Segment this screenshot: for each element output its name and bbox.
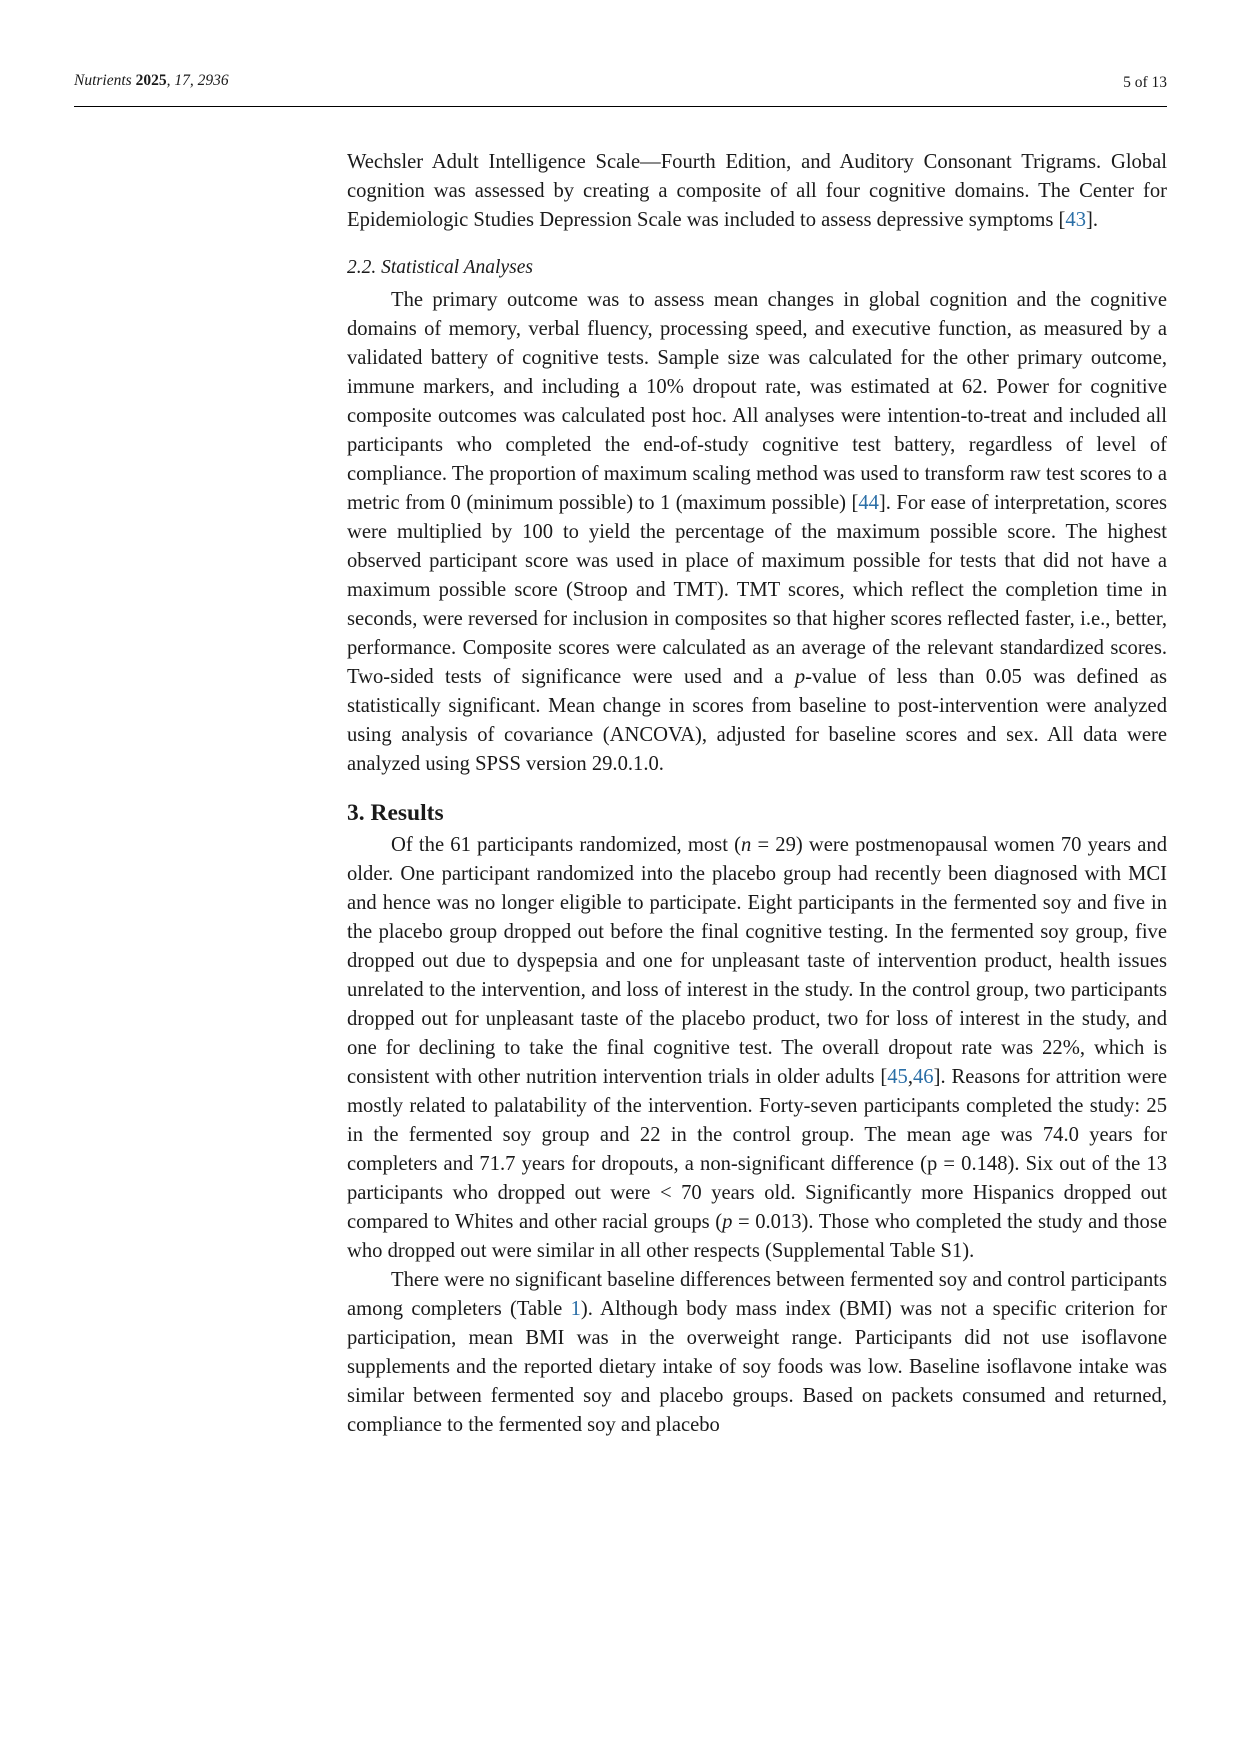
section-heading-2-2: 2.2. Statistical Analyses [347, 257, 533, 278]
stats-text-a: The primary outcome was to assess mean changes in global cognition and the cognitive domains of memory, verbal fluency, processing speed, and executive function, as measured by a validated battery of cognitive tests. Sample size was calculated for the other primary outcome, immune markers, and including a 10% dropout rate, was estimated at 62. Power for cognitive composite outcomes was calculated post hoc. All analyses were intention-to-treat and included all participants who completed the end-of-study cognitive test battery, regardless of level of compliance. The proportion of maximum scaling method was used to transform raw test scores to a metric from 0 (minimum possible) to 1 (maximum possible) [ [347, 289, 1167, 514]
article-body [347, 148, 1167, 1440]
table-1-link[interactable]: 1 [570, 1298, 581, 1320]
p-symbol: p [722, 1211, 733, 1233]
n-symbol: n [740, 834, 752, 856]
intro-end: ]. [1085, 209, 1098, 231]
results-text-f: ). Although body mass index (BMI) was not a specific criterion for participation, mean BMI was in the overweight range. Participants did not use isoflavone supplements and the reported dietary intake of soy foods was low. Baseline isoflavone intake was similar between fermented soy and placebo groups. Based on packets consumed and returned, compliance to the fermented soy and placebo [347, 1298, 1167, 1436]
reference-link-43[interactable]: 43 [1065, 209, 1086, 231]
section-heading-results: 3. Results [347, 800, 444, 826]
reference-link-44[interactable]: 44 [858, 492, 879, 514]
reference-link-45[interactable]: 45 [887, 1066, 908, 1088]
stats-text-c: -value of less than 0.05 was defined as statistically significant. Mean change in scores from baseline to post-intervention were analyzed using analysis of covariance (ANCOVA), adjusted for baseline scores and sex. All data were analyzed using SPSS version 29.0.1.0. [347, 666, 1167, 775]
journal-year: 2025 [135, 72, 167, 89]
intro-paragraph [347, 148, 1167, 235]
journal-name: Nutrients [74, 72, 132, 89]
results-text-e: There were no significant baseline differences between fermented soy and control participants among completers (Table [347, 1269, 1167, 1320]
results-paragraph-1 [347, 831, 1167, 1266]
journal-volume: , 17, 2936 [166, 72, 229, 89]
stats-text-b: ]. For ease of interpretation, scores were multiplied by 100 to yield the percentage of the maximum possible score. The highest observed participant score was used in place of maximum possible for tests that did not have a maximum possible score (Stroop and TMT). TMT scores, which reflect the completion time in seconds, were reversed for inclusion in composites so that higher scores reflected faster, i.e., better, performance. Composite scores were calculated as an average of the relevant standardized scores. Two-sided tests of significance were used and a [347, 492, 1167, 688]
running-header [74, 70, 1167, 107]
p-symbol: p [794, 666, 806, 688]
statistical-analyses-paragraph [347, 286, 1167, 779]
page-indicator: 5 of 13 [1123, 74, 1167, 91]
results-text-b: = 29) were postmenopausal women 70 years and older. One participant randomized into the placebo group had recently been diagnosed with MCI and hence was no longer eligible to participate. Eight participants in the fermented soy and five in the placebo group dropped out before the final cognitive testing. In the fermented soy group, five dropped out due to dyspepsia and one for unpleasant taste of intervention product, health issues unrelated to the intervention, and loss of interest in the study. In the control group, two participants dropped out for unpleasant taste of the placebo product, two for loss of interest in the study, and one for declining to take the final cognitive test. The overall dropout rate was 22%, which is consistent with other nutrition intervention trials in older adults [ [347, 834, 1167, 1088]
results-text-c: ]. Reasons for attrition were mostly related to palatability of the intervention. Forty-seven participants completed the study: 25 in the fermented soy group and 22 in the control group. The mean age was 74.0 years for completers and 71.7 years for dropouts, a non-significant difference (p = 0.148). Six out of the 13 participants who dropped out were < 70 years old. Significantly more Hispanics dropped out compared to Whites and other racial groups ( [347, 1066, 1167, 1233]
reference-link-46[interactable]: 46 [913, 1066, 934, 1088]
results-paragraph-2 [347, 1266, 1167, 1440]
results-text-d: = 0.013). Those who completed the study and those who dropped out were similar in all other respects (Supplemental Table S1). [347, 1211, 1167, 1262]
results-text-a: Of the 61 participants randomized, most ( [391, 834, 741, 856]
ref-separator: , [907, 1066, 913, 1088]
journal-citation [74, 72, 229, 90]
intro-text: Wechsler Adult Intelligence Scale—Fourth Edition, and Auditory Consonant Trigrams. Global cognition was assessed by creating a composite of all four cognitive domains. The Center for Epidemiologic Studies Depression Scale was included to assess depressive symptoms [ [347, 151, 1167, 231]
